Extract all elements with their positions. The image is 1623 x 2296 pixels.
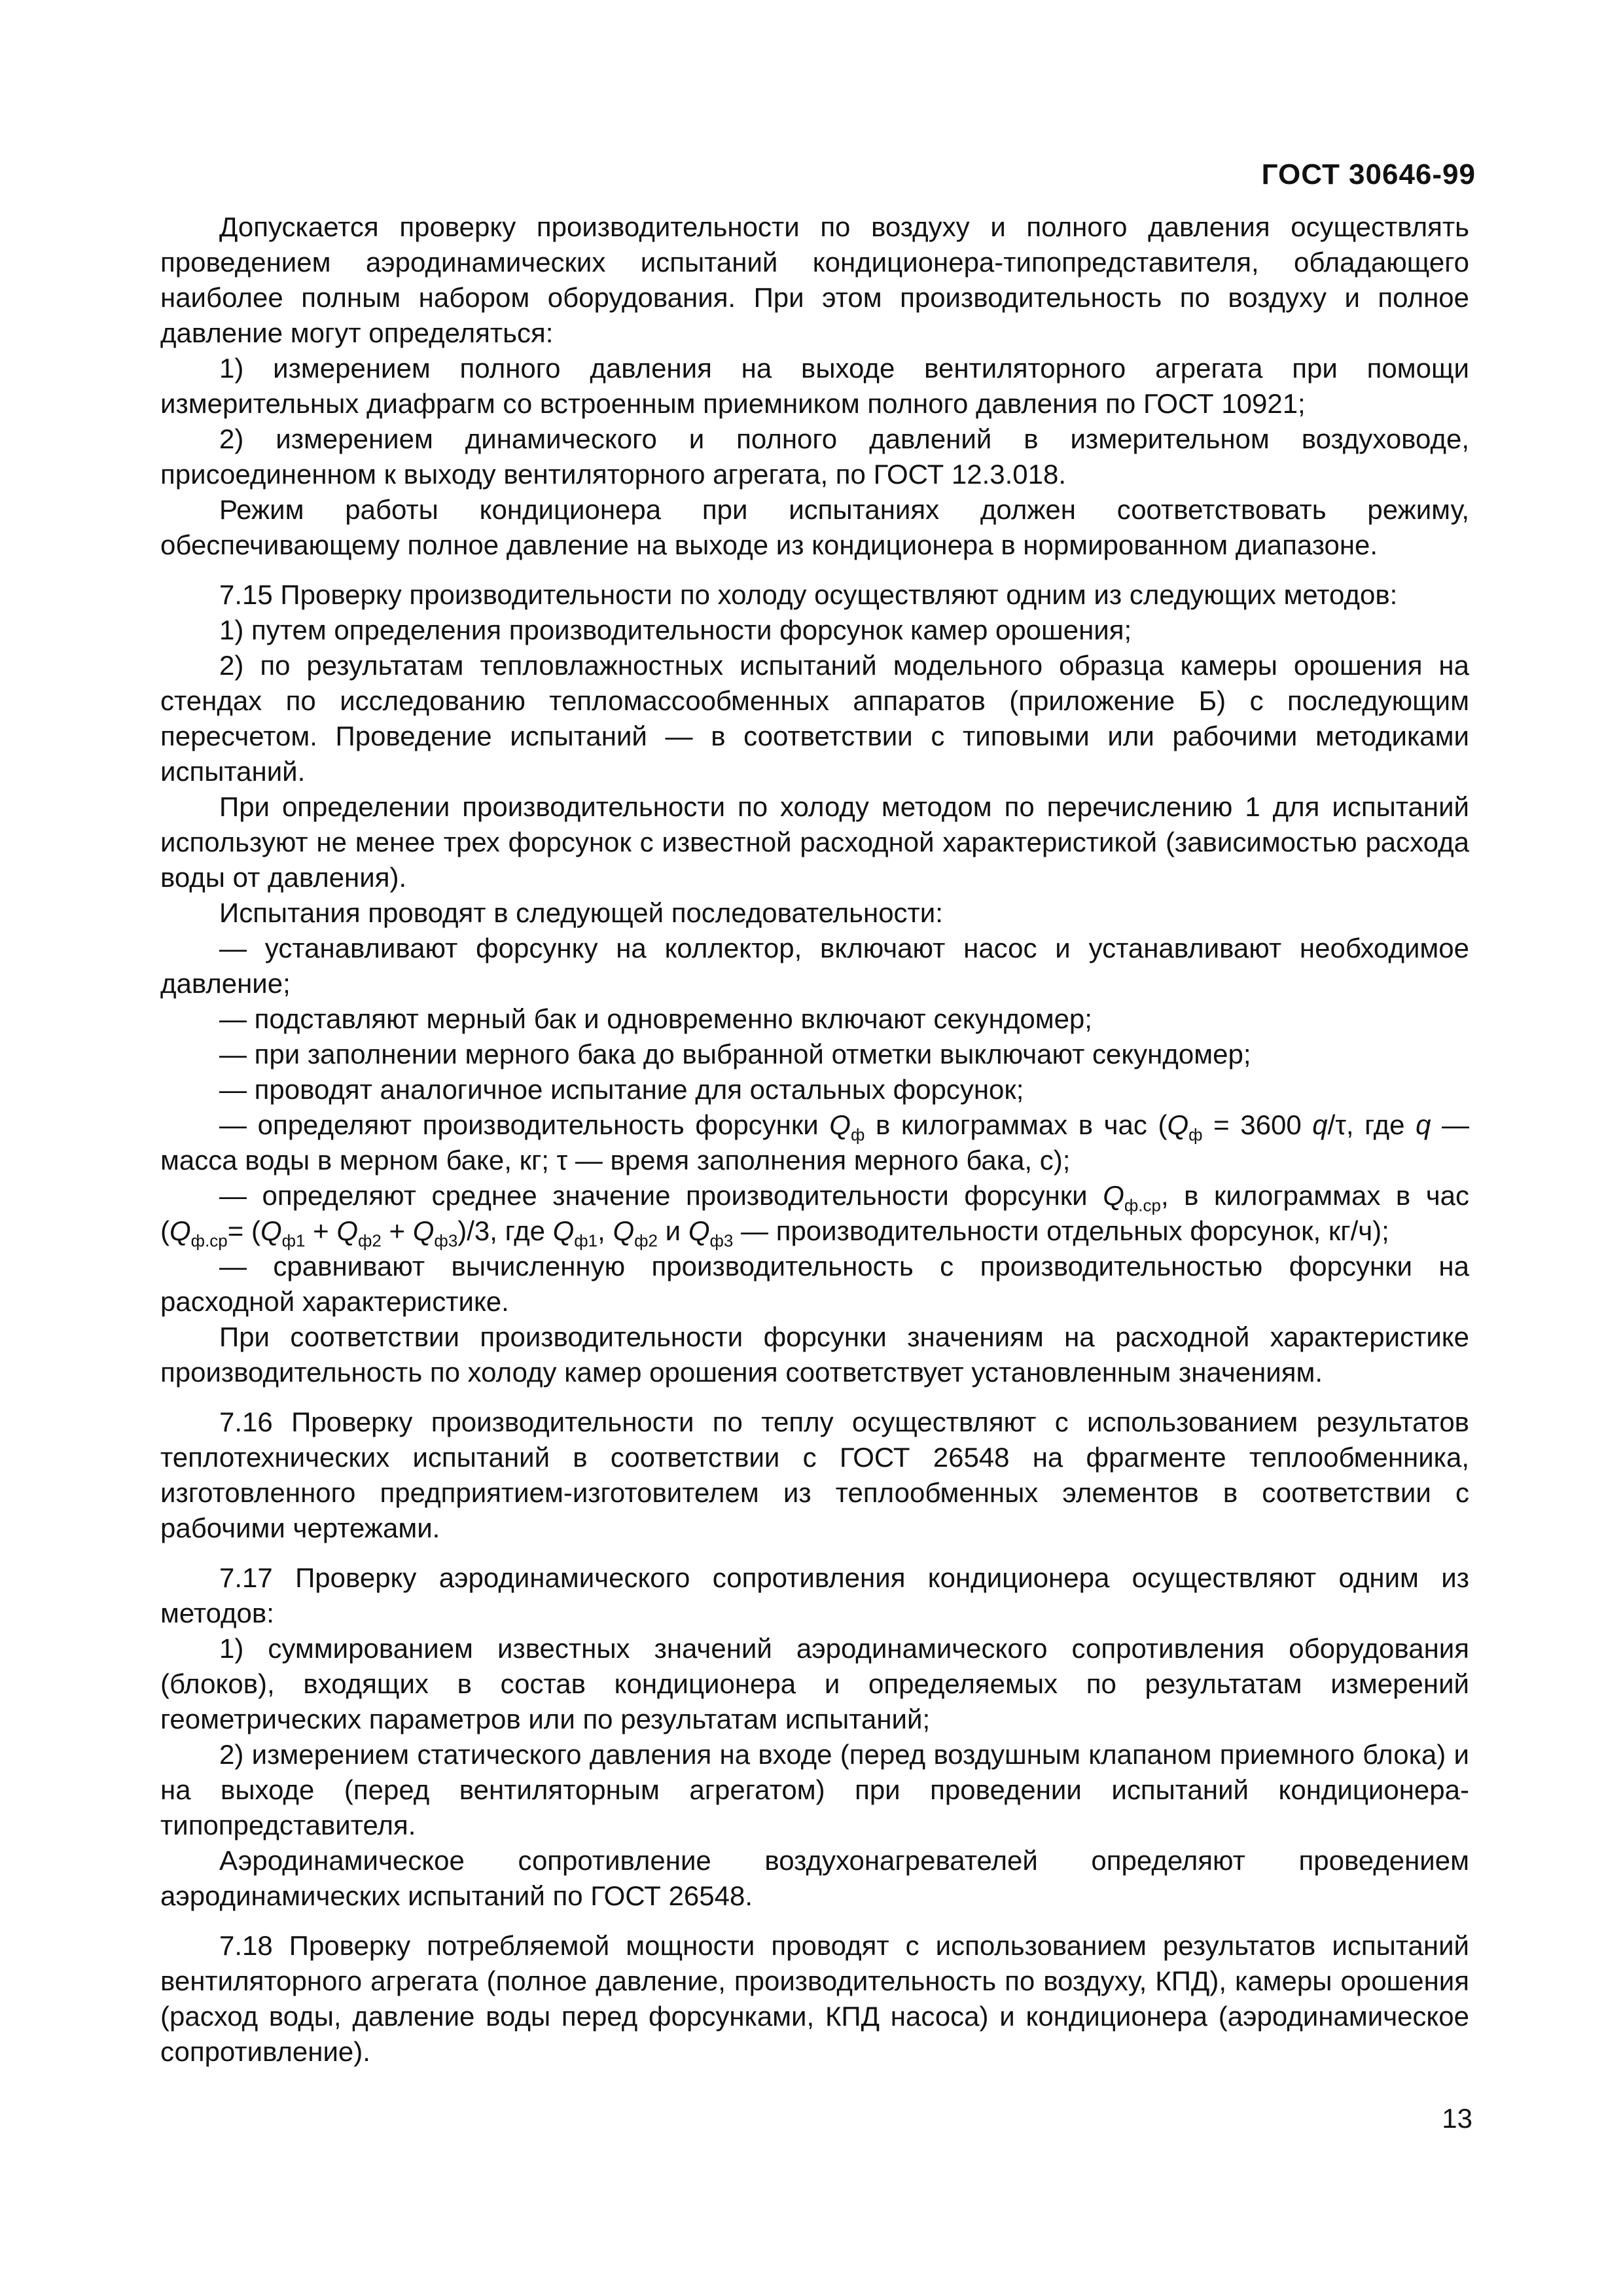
formula-sub: ф1 [574, 1230, 598, 1251]
formula-sub: ф [1188, 1124, 1203, 1145]
list-item: 1) измерением полного давления на выходе вентиляторного агрегата при помощи измерительных диафрагм со встроенным приемником полного давления по ГОСТ 10921; [160, 353, 1469, 419]
formula-sub: ф3 [709, 1230, 734, 1251]
text-run: и [658, 1215, 688, 1246]
text-run: + [381, 1215, 413, 1246]
text-run: , где [1346, 1109, 1416, 1140]
formula-var: Q [260, 1215, 282, 1246]
paragraph: При соответствии производительности форсунки значениям на расходной характеристике производительность по холоду камер орошения соответствует установленным значениям. [160, 1321, 1469, 1388]
formula-sub: ф3 [434, 1230, 458, 1251]
section-7-18: 7.18 Проверку потребляемой мощности проводят с использованием результатов испытаний вентиляторного агрегата (полное давление, производительность по воздуху, КПД), камеры орошения (расход воды, давление воды перед форсунками, КПД насоса) и кондиционера (аэродинамическое сопротивление). [160, 1930, 1469, 2067]
formula-sub: ф2 [634, 1230, 658, 1251]
text-run: /τ [1327, 1109, 1346, 1140]
text-run: = ( [227, 1215, 260, 1246]
paragraph: Аэродинамическое сопротивление воздухонагревателей определяют проведением аэродинамических испытаний по ГОСТ 26548. [160, 1845, 1469, 1911]
text-run: — определяют производительность форсунки [219, 1109, 830, 1140]
formula-sub: ф2 [358, 1230, 382, 1251]
formula-sub: ф.ср [1124, 1195, 1161, 1215]
formula-var: q [1312, 1109, 1328, 1140]
list-item: — сравнивают вычисленную производительность с производительностью форсунки на расходной характеристике. [160, 1251, 1469, 1317]
paragraph: Режим работы кондиционера при испытаниях должен соответствовать режиму, обеспечивающему полное давление на выходе из кондиционера в нормированном диапазоне. [160, 494, 1469, 560]
paragraph: Испытания проводят в следующей последовательности: [219, 897, 943, 928]
formula-var: q [1416, 1109, 1431, 1140]
formula-var: Q [613, 1215, 635, 1246]
formula-var: Q [1167, 1109, 1189, 1140]
formula-var: Q [169, 1215, 191, 1246]
section-7-16: 7.16 Проверку производительности по теплу осуществляют с использованием результатов теплотехнических испытаний в соответствии с ГОСТ 26548 на фрагменте теплообменника, изготовленного предприятием-изготовителем из теплообменных элементов в соответствии с рабочими чертежами. [160, 1407, 1469, 1543]
formula-var: Q [688, 1215, 710, 1246]
formula-list-item-1 [160, 1107, 1469, 1178]
document-body [160, 209, 1469, 2070]
text-run: — производительности отдельных форсунок, кг/ч); [733, 1215, 1389, 1246]
list-item: 2) измерением динамического и полного давлений в измерительном воздуховоде, присоединенном к выходу вентиляторного агрегата, по ГОСТ 12.3.018. [160, 423, 1469, 490]
list-item: — устанавливают форсунку на коллектор, включают насос и устанавливают необходимое давление; [160, 933, 1469, 999]
page-number: 13 [1442, 2103, 1472, 2134]
formula-var: Q [1103, 1180, 1124, 1211]
list-item: 2) измерением статического давления на входе (перед воздушным клапаном приемного блока) и на выходе (перед вентиляторным агрегатом) при проведении испытаний кондиционера-типопредставителя. [160, 1739, 1469, 1840]
list-item: 1) суммированием известных значений аэродинамического сопротивления оборудования (блоков), входящих в состав кондиционера и определяемых по результатам измерений геометрических параметров или по результатам испытаний; [160, 1633, 1469, 1734]
formula-var: Q [336, 1215, 359, 1246]
formula-sub: ф [850, 1124, 865, 1145]
list-item: — подставляют мерный бак и одновременно включают секундомер; [219, 1003, 1092, 1034]
section-7-15: 7.15 Проверку производительности по холоду осуществляют одним из следующих методов: [219, 579, 1398, 610]
text-run: — масса воды в мерном баке, кг; τ — время заполнения мерного бака, с); [160, 1109, 1470, 1175]
formula-var: Q [829, 1109, 851, 1140]
paragraph: Допускается проверку производительности по воздуху и полного давления осуществлять проведением аэродинамических испытаний кондиционера-типопредставителя, обладающего наиболее полным набором оборудования. При этом производительность по воздуху и полное давление могут определяться: [160, 211, 1469, 348]
text-run: , [597, 1215, 613, 1246]
paragraph: При определении производительности по холоду методом по перечислению 1 для испытаний используют не менее трех форсунок с известной расходной характеристикой (зависимостью расхода воды от давления). [160, 791, 1469, 893]
text-run: )/3, где [457, 1215, 553, 1246]
formula-var: Q [412, 1215, 435, 1246]
text-run: + [305, 1215, 337, 1246]
document-code: ГОСТ 30646-99 [1261, 158, 1476, 190]
text-run: — определяют среднее значение производительности форсунки [219, 1180, 1103, 1211]
list-item: — при заполнении мерного бака до выбранной отметки выключают секундомер; [219, 1039, 1251, 1069]
text-run: , в килограммах в час ( [160, 1180, 1469, 1246]
text-run: в килограммах в час ( [865, 1109, 1168, 1140]
formula-sub: ф.ср [190, 1230, 228, 1251]
list-item: — проводят аналогичное испытание для остальных форсунок; [219, 1074, 1024, 1105]
formula-var: Q [552, 1215, 575, 1246]
formula-list-item-2 [160, 1178, 1469, 1249]
list-item: 2) по результатам тепловлажностных испытаний модельного образца камеры орошения на стендах по исследованию тепломассообменных аппаратов (приложение Б) с последующим пересчетом. Проведение испытаний — в соответствии с типовыми или рабочими методиками испытаний. [160, 650, 1469, 787]
formula-sub: ф1 [281, 1230, 306, 1251]
list-item: 1) путем определения производительности форсунок камер орошения; [219, 615, 1132, 645]
text-run: = 3600 [1202, 1109, 1313, 1140]
section-7-17: 7.17 Проверку аэродинамического сопротивления кондиционера осуществляют одним из методов: [160, 1562, 1469, 1628]
